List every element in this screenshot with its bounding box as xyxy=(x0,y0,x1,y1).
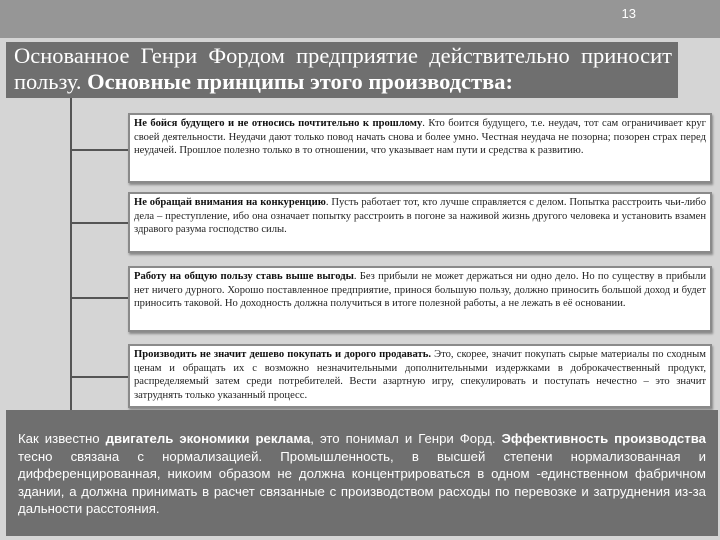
principle-text: . Кто боится будущего, т.е. неудач, тот сам ограничивает круг своей деятельности. Неудачи дают только повод начать снова и более умно. Честная неудача не позорна; позорен страх перед неудачей. Прошлое полезно только в то отношении, что указывает нам пути и средства к развитию. xyxy=(134,118,706,157)
principle-text: . Без прибыли не может держаться ни одно дело. Но по существу в прибыли нет ничего дурного. Хорошо поставленное предприятие, принося большую пользу, должно приносить большой доход и будет приносить таковой. Но доходность должна получиться в итоге полезной работы, а не лежать в её основании. xyxy=(134,271,706,310)
principle-heading: Не бойся будущего и не относись почтительно к прошлому xyxy=(134,118,423,129)
summary-text-2: , это понимал и Генри Форд. xyxy=(310,431,502,446)
connector-branch-2 xyxy=(70,222,128,224)
principle-heading: Производить не значит дешево покупать и дорого продавать. xyxy=(134,349,431,360)
connector-branch-3 xyxy=(70,297,128,299)
connector-branch-1 xyxy=(70,149,128,151)
principle-heading: Не обращай внимания на конкуренцию xyxy=(134,197,326,208)
principle-card-4 xyxy=(128,344,712,408)
top-bar xyxy=(0,0,720,38)
connector-line xyxy=(70,98,72,410)
summary-bold-1: двигатель экономики реклама xyxy=(105,431,311,446)
principle-text: . Пусть работает тот, кто лучше справляется с делом. Попытка расстроить чьи-либо дела – преступление, ибо она означает попытку расстроить в погоне за наживой жизнь другого человека и установить взамен здравого разума господство силы. xyxy=(134,197,706,236)
summary-text-1: Как известно xyxy=(18,431,106,446)
principle-card-1 xyxy=(128,113,712,183)
summary-text-3: тесно связана с нормализацией. Промышленность, в высшей степени нормализованная и дифференцированная, никоим образом не должна концентрироваться в одном -единственном фабричном здании, а должна принимать в расчет связанные с производством расходы по перевозке и затруднения из-за дальности расстояния. xyxy=(18,448,706,517)
summary-bold-2: Эффективность производства xyxy=(501,431,706,446)
connector-branch-4 xyxy=(70,376,128,378)
title-bold-text: Основные принципы этого производства: xyxy=(81,69,513,94)
principle-card-2 xyxy=(128,192,712,253)
page-number: 13 xyxy=(621,6,636,21)
principle-card-3 xyxy=(128,266,712,332)
principle-heading: Работу на общую пользу ставь выше выгоды xyxy=(134,271,354,282)
slide-title xyxy=(6,42,678,98)
title-normal-text: Основанное Генри Фордом предприятие действительно приносит пользу. xyxy=(14,43,672,94)
summary-box xyxy=(6,410,718,536)
principle-text: Это, скорее, значит покупать сырые материалы по сходным ценам и обращать их с возможно незначительными дополнительными издержками в доброкачественный продукт, распределяемый затем среди потребителей. Вести азартную игру, спекулировать и поступать нечестно – это значит затруднять только указанный процесс. xyxy=(134,349,707,401)
